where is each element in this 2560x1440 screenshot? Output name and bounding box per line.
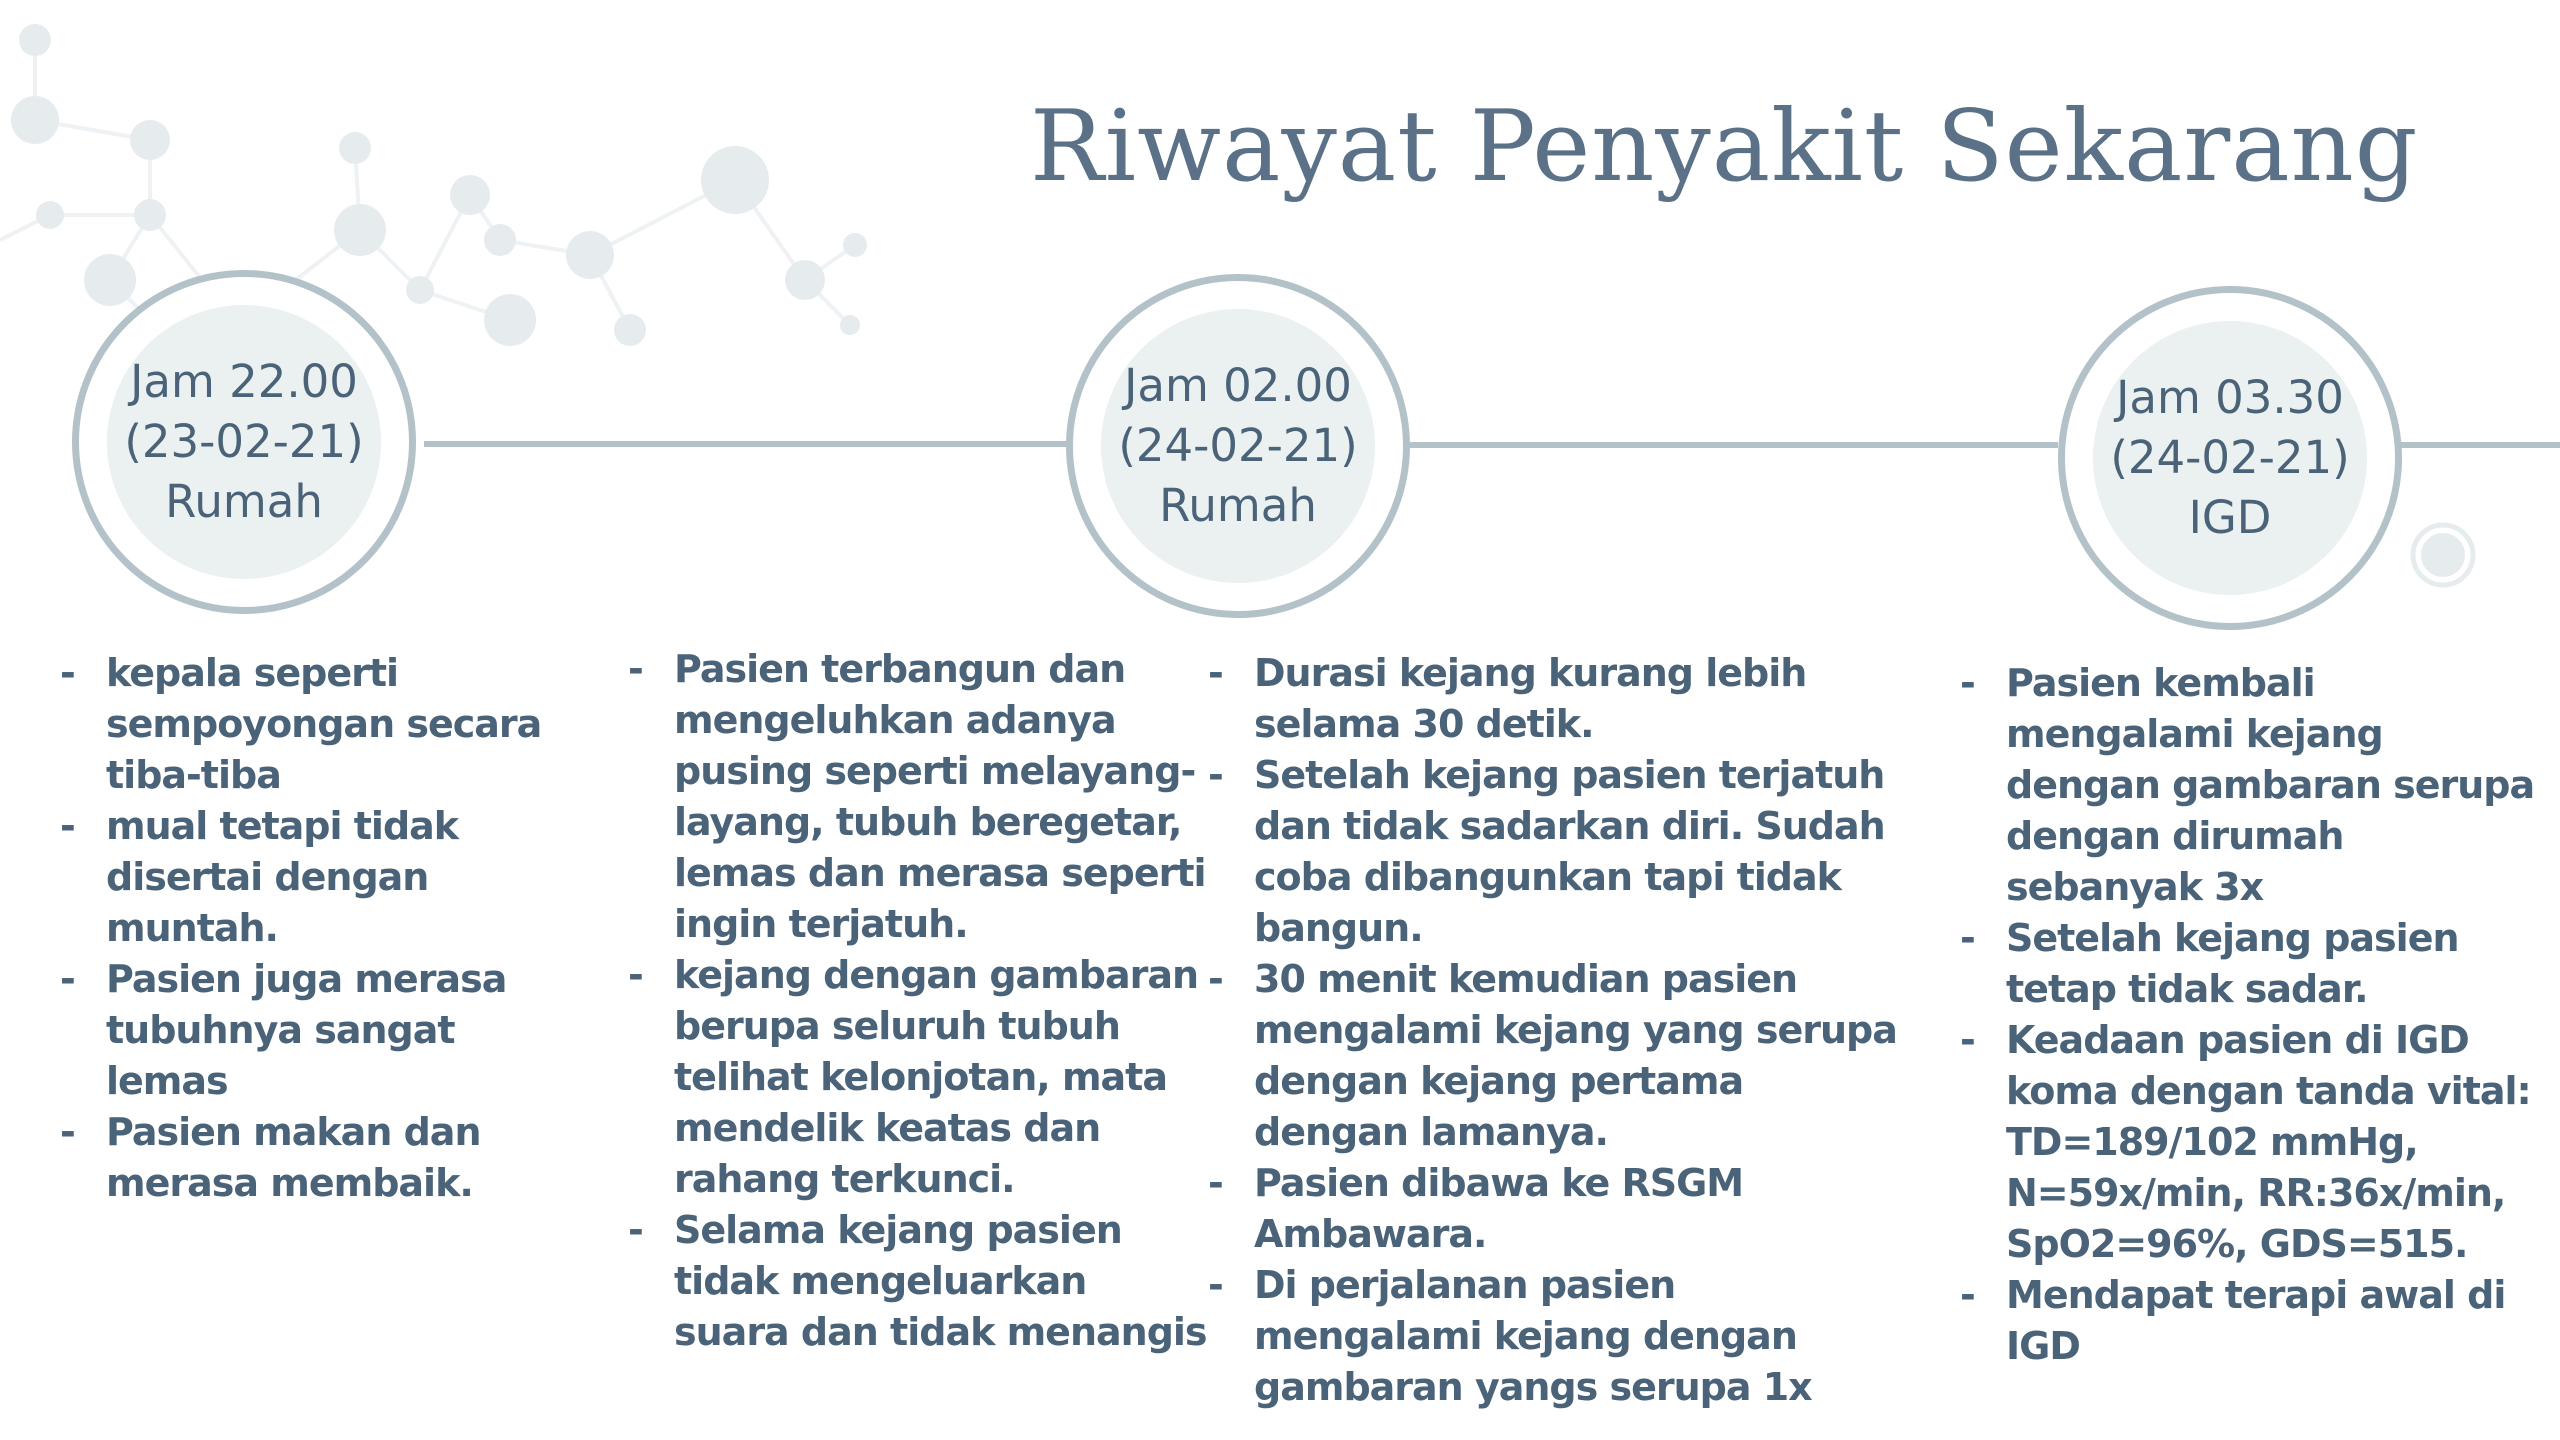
list-item: - Selama kejang pasien tidak mengeluarkan suara dan tidak menangis xyxy=(628,1205,1208,1358)
node-date: (24-02-21) xyxy=(1118,419,1358,472)
list-item: - Pasien dibawa ke RSGM Ambawara. xyxy=(1208,1158,1908,1260)
node-time: Jam 03.30 xyxy=(2116,371,2344,424)
list-item: - Pasien terbangun dan mengeluhkan adanya pusing seperti melayang-layang, tubuh beregetar, lemas dan merasa seperti ingin terjatuh. xyxy=(628,644,1208,950)
list-item: - Pasien makan dan merasa membaik. xyxy=(60,1107,580,1209)
list-item: - Keadaan pasien di IGD koma dengan tanda vital: TD=189/102 mmHg, N=59x/min, RR:36x/min, SpO2=96%, GDS=515. xyxy=(1960,1015,2540,1270)
node-date: (24-02-21) xyxy=(2110,431,2350,484)
timeline-node-2 xyxy=(1066,274,1410,618)
list-item: - mual tetapi tidak disertai dengan muntah. xyxy=(60,801,580,954)
notes-list-3 xyxy=(1208,648,1908,1413)
node-date: (23-02-21) xyxy=(124,415,364,468)
timeline-node-1 xyxy=(72,270,416,614)
page-title: Riwayat Penyakit Sekarang xyxy=(1030,90,2419,204)
node-place: IGD xyxy=(2188,491,2272,544)
notes-list-4 xyxy=(1960,658,2540,1372)
list-item: - Mendapat terapi awal di IGD xyxy=(1960,1270,2540,1372)
node-time: Jam 02.00 xyxy=(1124,359,1352,412)
list-item: - kepala seperti sempoyongan secara tiba-tiba xyxy=(60,648,580,801)
timeline-line xyxy=(424,441,1066,447)
notes-list-1 xyxy=(60,648,580,1209)
list-item: - Setelah kejang pasien terjatuh dan tidak sadarkan diri. Sudah coba dibangunkan tapi tidak bangun. xyxy=(1208,750,1908,954)
timeline-node-label xyxy=(107,305,381,579)
list-item: - Pasien kembali mengalami kejang dengan gambaran serupa dengan dirumah sebanyak 3x xyxy=(1960,658,2540,913)
notes-list-2 xyxy=(628,644,1208,1358)
timeline-node-label xyxy=(2093,321,2367,595)
list-item: - Durasi kejang kurang lebih selama 30 detik. xyxy=(1208,648,1908,750)
list-item: - kejang dengan gambaran berupa seluruh tubuh telihat kelonjotan, mata mendelik keatas dan rahang terkunci. xyxy=(628,950,1208,1205)
node-place: Rumah xyxy=(1159,479,1317,532)
list-item: - 30 menit kemudian pasien mengalami kejang yang serupa dengan kejang pertama dengan lamanya. xyxy=(1208,954,1908,1158)
timeline-node-label xyxy=(1101,309,1375,583)
list-item: - Di perjalanan pasien mengalami kejang dengan gambaran yangs serupa 1x xyxy=(1208,1260,1908,1413)
node-time: Jam 22.00 xyxy=(130,355,358,408)
timeline-line xyxy=(1410,442,2058,448)
node-place: Rumah xyxy=(165,475,323,528)
list-item: - Setelah kejang pasien tetap tidak sadar. xyxy=(1960,913,2540,1015)
timeline-line xyxy=(2400,442,2560,448)
timeline-node-3 xyxy=(2058,286,2402,630)
list-item: - Pasien juga merasa tubuhnya sangat lemas xyxy=(60,954,580,1107)
